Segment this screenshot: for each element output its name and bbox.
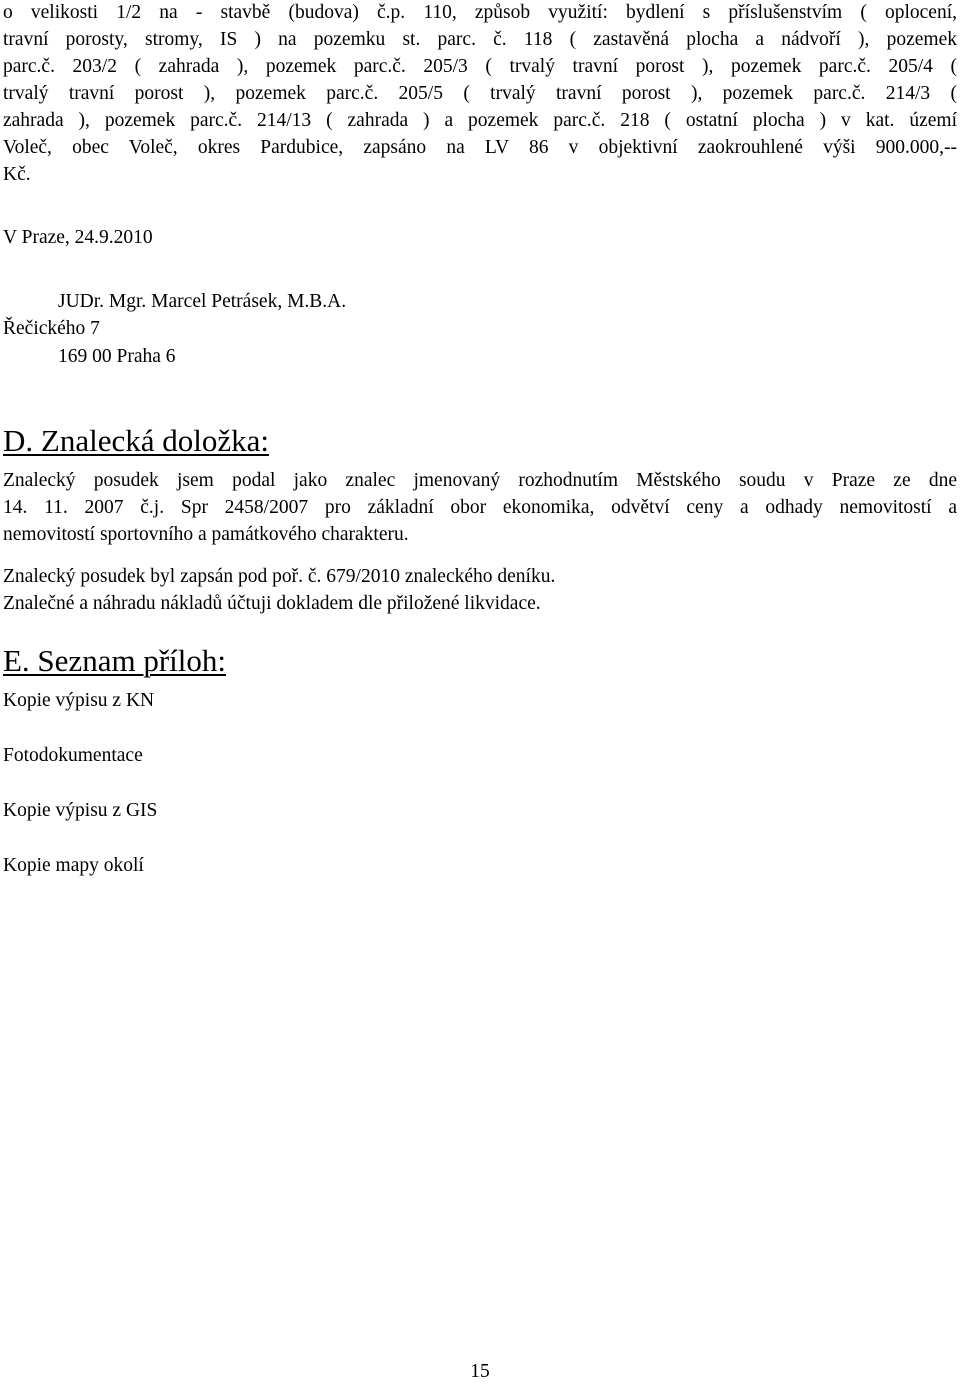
signature-street: Řečického 7 xyxy=(3,318,100,339)
signature-city: 169 00 Praha 6 xyxy=(58,346,176,367)
intro-line-1: o velikosti 1/2 na - stavbě (budova) č.p. 110, způsob využití: bydlení s příslušenstvím ( oplocení, xyxy=(3,2,957,23)
place-date: V Praze, 24.9.2010 xyxy=(3,227,153,248)
section-d-fee-line: Znalečné a náhradu nákladů účtuji dokladem dle přiložené likvidace. xyxy=(3,593,541,614)
section-d-paragraph-line-2: 14. 11. 2007 č.j. Spr 2458/2007 pro základní obor ekonomika, odvětví ceny a odhady nemovitostí a xyxy=(3,497,957,518)
intro-line-4: trvalý travní porost ), pozemek parc.č. 205/5 ( trvalý travní porost ), pozemek parc.č. 214/3 ( xyxy=(3,83,957,104)
section-d-paragraph-line-1: Znalecký posudek jsem podal jako znalec jmenovaný rozhodnutím Městského soudu v Praze ze dne xyxy=(3,470,957,491)
intro-line-5: zahrada ), pozemek parc.č. 214/13 ( zahrada ) a pozemek parc.č. 218 ( ostatní plocha ) v kat. území xyxy=(3,110,957,131)
attachment-item: Fotodokumentace xyxy=(3,745,143,766)
section-d-paragraph-line-3: nemovitostí sportovního a památkového charakteru. xyxy=(3,524,409,545)
section-d-record-line: Znalecký posudek byl zapsán pod poř. č. 679/2010 znaleckého deníku. xyxy=(3,566,556,587)
attachment-item: Kopie výpisu z GIS xyxy=(3,800,158,821)
signature-name: JUDr. Mgr. Marcel Petrásek, M.B.A. xyxy=(58,291,347,312)
section-d-heading: D. Znalecká doložka: xyxy=(3,423,269,458)
intro-line-2: travní porosty, stromy, IS ) na pozemku st. parc. č. 118 ( zastavěná plocha a nádvoří ), pozemek xyxy=(3,29,957,50)
section-e-heading: E. Seznam příloh: xyxy=(3,643,226,678)
attachment-item: Kopie výpisu z KN xyxy=(3,690,155,711)
intro-line-6: Voleč, obec Voleč, okres Pardubice, zapsáno na LV 86 v objektivní zaokrouhlené výši 900.000,-- xyxy=(3,137,957,158)
page-number: 15 xyxy=(470,1361,490,1382)
intro-line-7: Kč. xyxy=(3,164,31,185)
attachment-item: Kopie mapy okolí xyxy=(3,855,144,876)
intro-line-3: parc.č. 203/2 ( zahrada ), pozemek parc.č. 205/3 ( trvalý travní porost ), pozemek parc.č. 205/4 ( xyxy=(3,56,957,77)
